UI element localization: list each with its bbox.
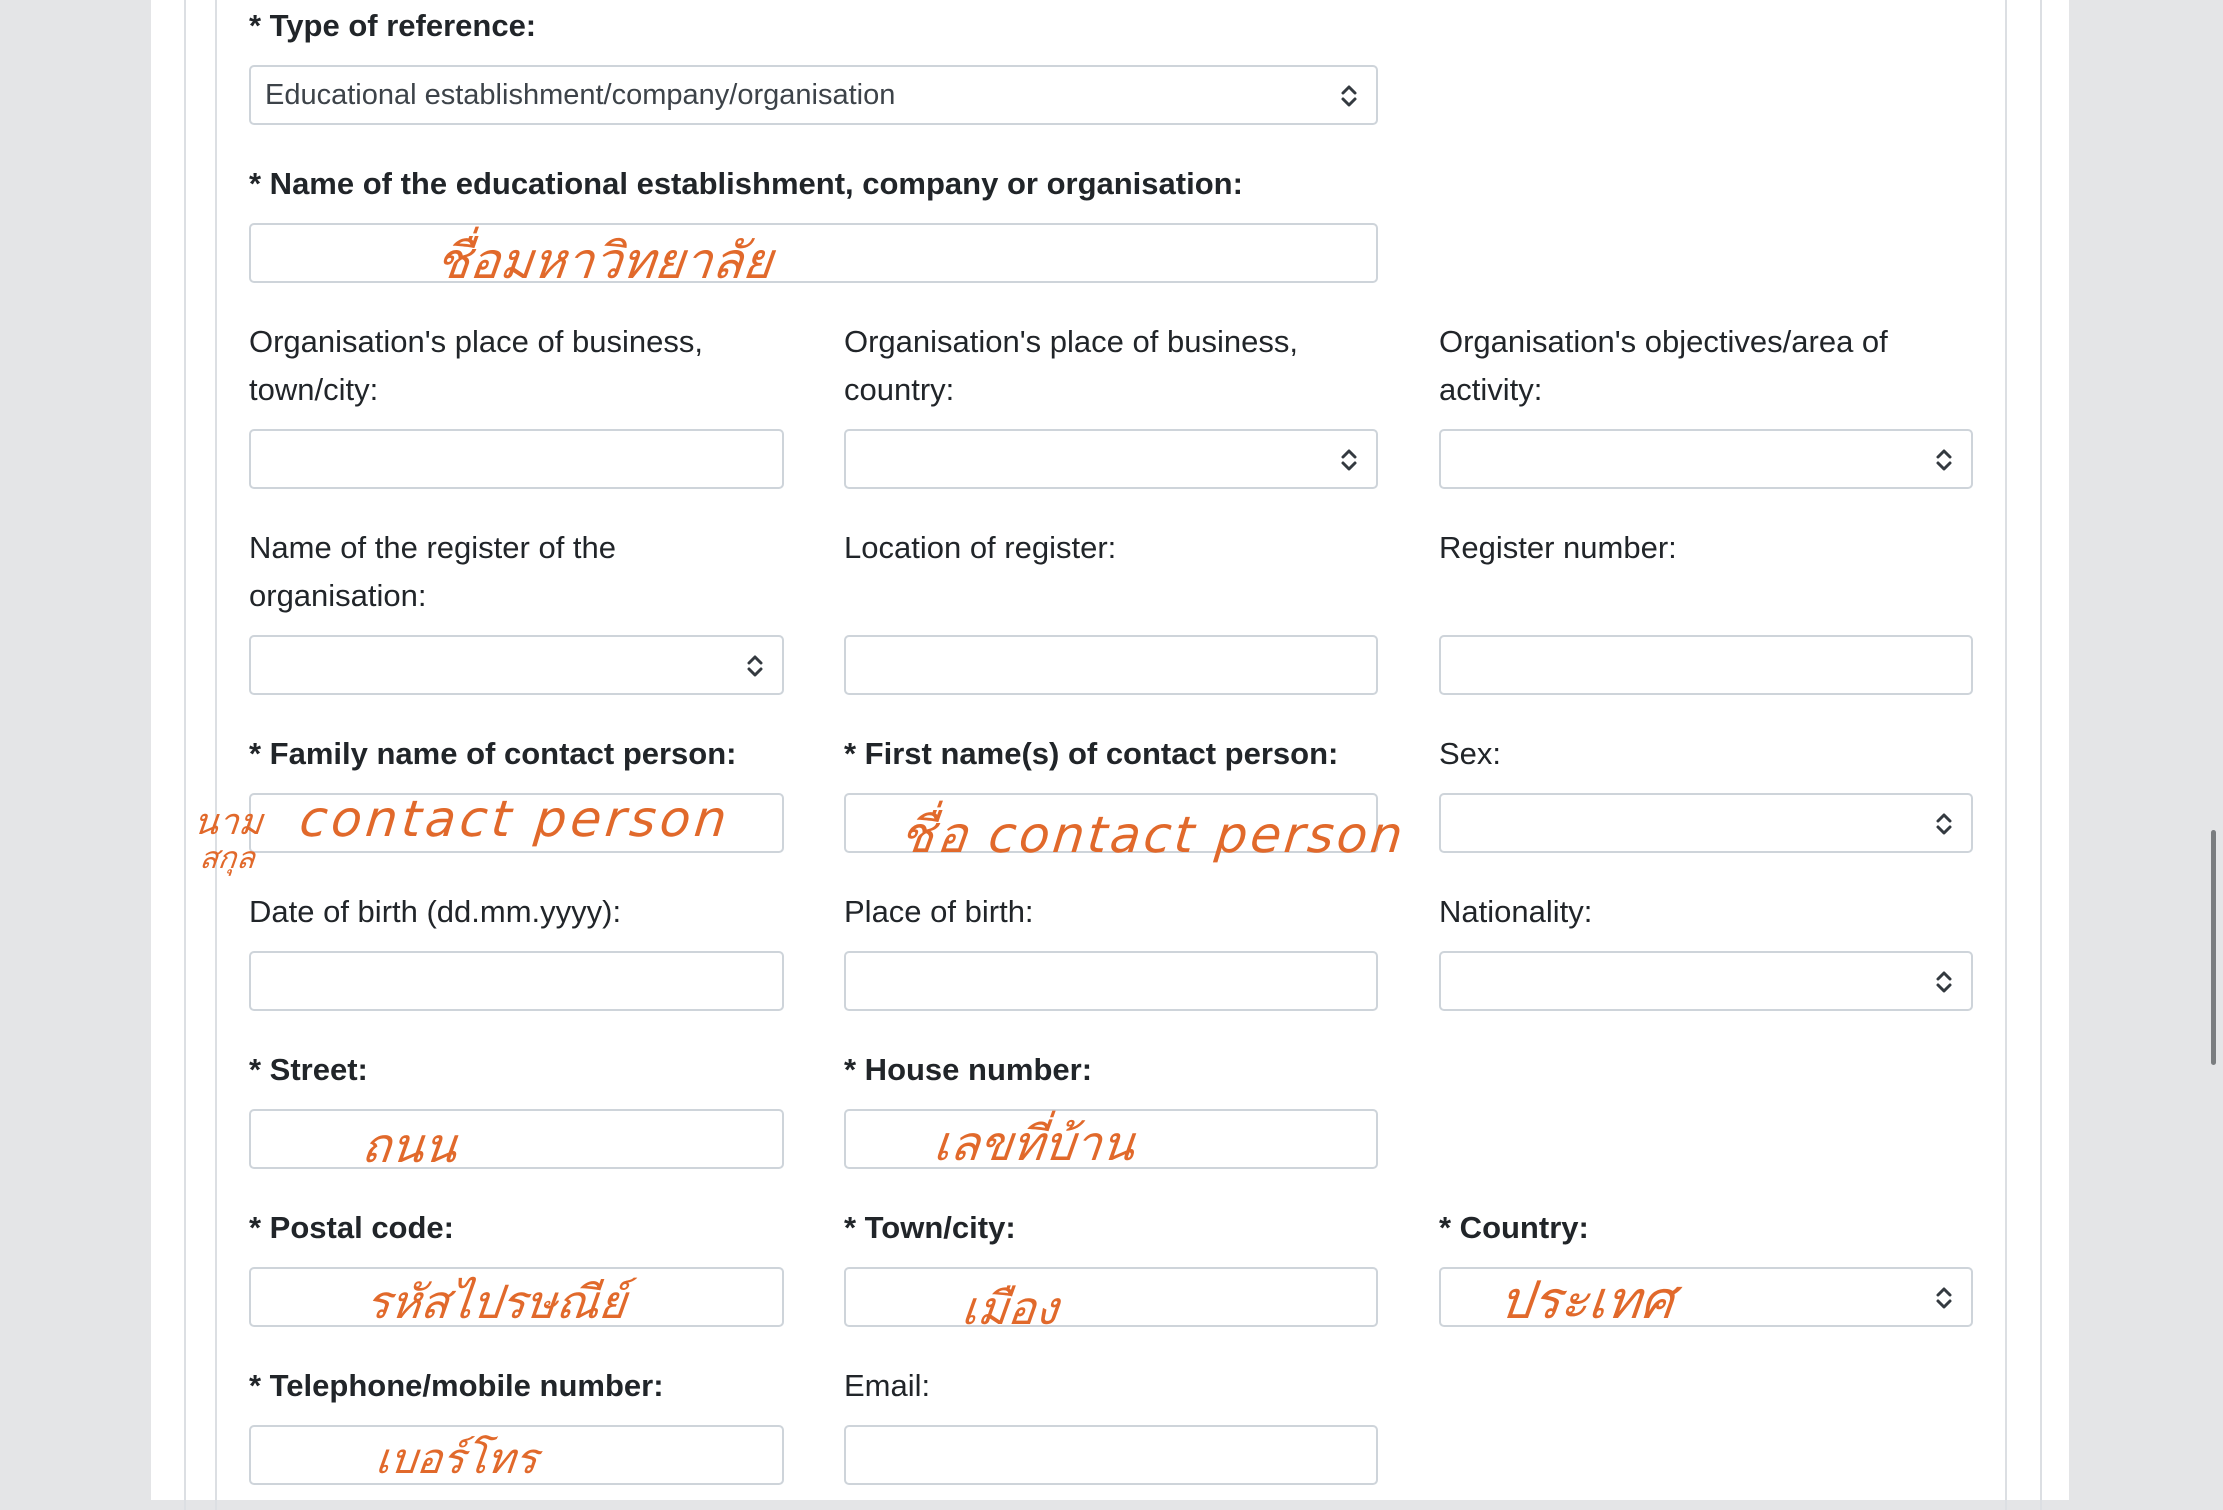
street-label: * Street:	[249, 1052, 368, 1087]
chevron-up-down-icon	[1933, 810, 1955, 838]
family-name-side-handwriting-2: สกุล	[198, 841, 257, 876]
telephone-handwriting: เบอร์โทร	[373, 1434, 541, 1483]
street-input[interactable]	[249, 1109, 784, 1169]
first-name-handwriting: ชื่อ contact person	[897, 806, 1409, 864]
org-country-label-line2: country:	[844, 372, 955, 407]
house-number-handwriting: เลขที่บ้าน	[931, 1116, 1138, 1172]
house-number-label: * House number:	[844, 1052, 1093, 1087]
sex-select[interactable]	[1439, 793, 1973, 853]
postal-code-label: * Postal code:	[249, 1210, 454, 1245]
org-country-label-line1: Organisation's place of business,	[844, 324, 1298, 359]
chevron-up-down-icon	[1338, 446, 1360, 474]
register-name-label-line2: organisation:	[249, 578, 427, 613]
org-objectives-label-line2: activity:	[1439, 372, 1543, 407]
sex-label: Sex:	[1439, 736, 1502, 771]
chevron-up-down-icon	[1933, 446, 1955, 474]
org-name-input[interactable]	[249, 223, 1378, 283]
chevron-up-down-icon	[1933, 968, 1955, 996]
type-of-reference-value: Educational establishment/company/organisation	[265, 79, 896, 111]
org-name-label: * Name of the educational establishment, company or organisation:	[249, 166, 1243, 201]
register-location-input[interactable]	[844, 635, 1378, 695]
contact-first-name-label: * First name(s) of contact person:	[844, 736, 1339, 771]
date-of-birth-input[interactable]	[249, 951, 784, 1011]
town-city-input[interactable]	[844, 1267, 1378, 1327]
chevron-up-down-icon	[744, 652, 766, 680]
family-name-handwriting: contact person	[296, 790, 734, 848]
org-objectives-label-line1: Organisation's objectives/area of	[1439, 324, 1888, 359]
type-of-reference-label: * Type of reference:	[249, 8, 537, 43]
place-of-birth-input[interactable]	[844, 951, 1378, 1011]
nationality-label: Nationality:	[1439, 894, 1593, 929]
type-of-reference-select[interactable]	[249, 65, 1378, 125]
org-town-label-line2: town/city:	[249, 372, 379, 407]
register-location-label: Location of register:	[844, 530, 1117, 565]
email-label: Email:	[844, 1368, 931, 1403]
org-country-select[interactable]	[844, 429, 1378, 489]
country-handwriting: ประเทศ	[1496, 1271, 1677, 1331]
town-city-label: * Town/city:	[844, 1210, 1016, 1245]
register-number-label: Register number:	[1439, 530, 1677, 565]
chevron-up-down-icon	[1933, 1284, 1955, 1312]
org-town-input[interactable]	[249, 429, 784, 489]
contact-family-name-label: * Family name of contact person:	[249, 736, 737, 771]
page-scrollbar-track[interactable]	[2204, 0, 2223, 1500]
postal-code-handwriting: รหัสไปรษณีย์	[363, 1275, 629, 1329]
org-town-label-line1: Organisation's place of business,	[249, 324, 703, 359]
register-name-label-line1: Name of the register of the	[249, 530, 617, 565]
date-of-birth-label: Date of birth (dd.mm.yyyy):	[249, 894, 622, 929]
chevron-up-down-icon	[1338, 82, 1360, 110]
email-input[interactable]	[844, 1425, 1378, 1485]
register-number-input[interactable]	[1439, 635, 1973, 695]
family-name-side-handwriting: นาม	[191, 802, 265, 843]
country-label: * Country:	[1439, 1210, 1589, 1245]
nationality-select[interactable]	[1439, 951, 1973, 1011]
org-name-handwriting: ชื่อมหาวิทยาลัย	[433, 232, 776, 290]
street-handwriting: ถนน	[359, 1118, 460, 1174]
place-of-birth-label: Place of birth:	[844, 894, 1034, 929]
page-scrollbar-thumb[interactable]	[2211, 830, 2216, 1065]
town-city-handwriting: เมือง	[959, 1281, 1062, 1335]
register-name-select[interactable]	[249, 635, 784, 695]
org-objectives-select[interactable]	[1439, 429, 1973, 489]
telephone-label: * Telephone/mobile number:	[249, 1368, 664, 1403]
